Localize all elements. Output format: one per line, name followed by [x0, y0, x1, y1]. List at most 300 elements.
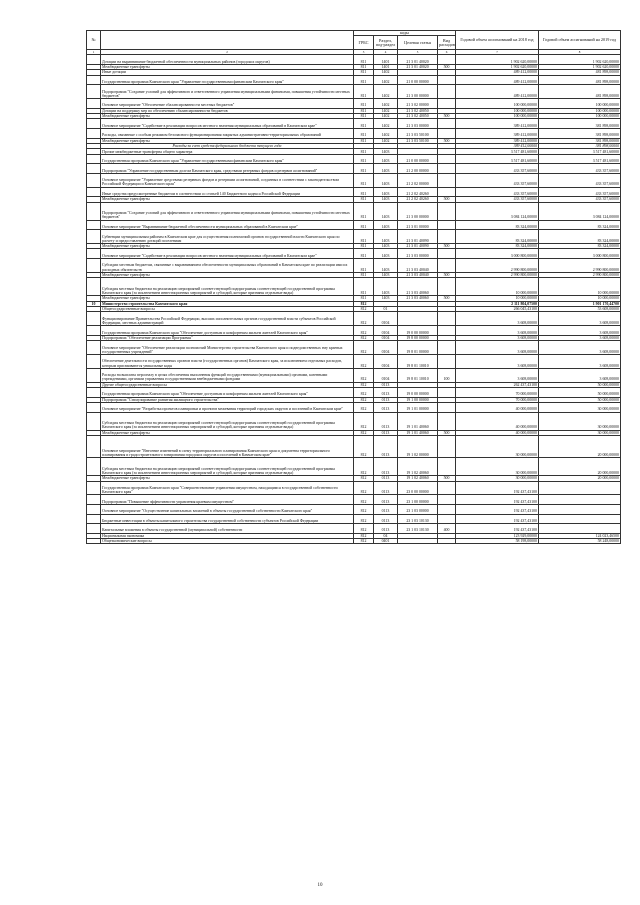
row-razdel-cell: 0104 [374, 312, 398, 326]
row-grbs-cell: 811 [354, 98, 374, 108]
row-vr-cell [438, 75, 456, 85]
row-razdel-cell: 1403 [374, 259, 398, 273]
row-grbs-cell: 811 [354, 55, 374, 65]
row-grbs-cell: 812 [354, 354, 374, 368]
row-2018-cell: 100 000,00000 [456, 98, 539, 108]
row-vr-cell [438, 412, 456, 430]
row-grbs-cell: 812 [354, 504, 374, 514]
row-2018-cell: 3 608,00000 [456, 312, 539, 326]
row-number-cell [87, 402, 101, 412]
row-name-cell: Общеэкономические вопросы [101, 539, 354, 544]
row-2019-cell: 58 248,00000 [539, 539, 621, 544]
row-vr-cell [438, 220, 456, 230]
row-2019-cell: 381 898,00000 [539, 143, 621, 148]
row-grbs-cell: 812 [354, 476, 374, 481]
row-2018-cell: 3 608,00000 [456, 341, 539, 355]
row-csr-cell: 21 3 03 00000 [398, 249, 438, 259]
row-name-cell: Межбюджетные трансферты [101, 64, 354, 69]
row-razdel-cell: 0113 [374, 458, 398, 476]
table-row [87, 202, 621, 220]
row-razdel-cell: 1403 [374, 296, 398, 301]
row-csr-cell: 21 3 03 50100 [398, 128, 438, 138]
row-2019-cell: 3 084 124,00000 [539, 202, 621, 220]
header-num: № [87, 31, 101, 50]
row-grbs-cell: 811 [354, 149, 374, 154]
row-2018-cell: 70 000,00000 [456, 397, 539, 402]
row-2018-cell: 100 000,00000 [456, 113, 539, 118]
row-2018-cell: 1 902 620,00000 [456, 55, 539, 65]
row-grbs-cell: 812 [354, 435, 374, 457]
row-2018-cell: 433 357,60000 [456, 173, 539, 187]
row-2019-cell: 3 517 481,60000 [539, 149, 621, 154]
row-razdel-cell: 1403 [374, 149, 398, 154]
row-name-cell: Государственная программа Камчатского края "Обеспечение доступным и комфортным жильем жителей Камчатского края" [101, 326, 354, 336]
row-name-cell: Другие общегосударственные вопросы [101, 382, 354, 387]
row-2019-cell: 3 608,00000 [539, 354, 621, 368]
row-razdel-cell: 1401 [374, 64, 398, 69]
colnum-cell: 2 [101, 50, 354, 55]
row-name-cell: Основное мероприятие "Управление средствами резервных фондов и резервами ассигнований, созданных в соответствии с законодательством Российской Федерации и Камчатского края" [101, 173, 354, 187]
row-name-cell: Подпрограмма "Обеспечение реализации Программы" [101, 335, 354, 340]
row-grbs-cell: 811 [354, 230, 374, 244]
row-number-cell [87, 354, 101, 368]
row-name-cell: Функционирование Правительства Российской Федерации, высших исполнительных органов государственной власти субъектов Российской Федерации, местных администраций [101, 312, 354, 326]
row-2018-cell: 389 412,00000 [456, 143, 539, 148]
row-2018-cell: 30 000,00000 [456, 435, 539, 457]
row-2018-cell: 3 608,00000 [456, 368, 539, 382]
header-name [101, 31, 354, 50]
row-number-cell [87, 202, 101, 220]
row-grbs-cell: 812 [354, 539, 374, 544]
row-name-cell: Капитальные вложения в объекты государственной (муниципальной) собственности [101, 524, 354, 534]
row-razdel-cell: 0113 [374, 402, 398, 412]
row-name-cell: Субсидия местным бюджетам на реализацию мероприятий соответствующей подпрограммы соответствующей государственной программы Камчатского края (за исключением инвестиционных мероприятий и субсидий, которые признаны отдельные виды) [101, 412, 354, 430]
row-name-cell: Межбюджетные трансферты [101, 272, 354, 277]
row-2019-cell: 3 608,00000 [539, 335, 621, 340]
row-razdel-cell: 0113 [374, 387, 398, 397]
row-2019-cell: 83 324,00000 [539, 244, 621, 249]
row-2019-cell: 30 000,00000 [539, 430, 621, 435]
row-vr-cell [438, 187, 456, 197]
row-number-cell [87, 85, 101, 99]
row-2018-cell: 40 000,00000 [456, 430, 539, 435]
table-row [87, 119, 621, 129]
row-name-cell: Подпрограмма "Создание условий для эффективного и ответственного управления муниципальными финансами, повышения устойчивости местных бюджетов" [101, 202, 354, 220]
row-2019-cell: 53 608,00000 [539, 307, 621, 312]
row-razdel-cell: 0104 [374, 335, 398, 340]
row-2019-cell: 30 000,00000 [539, 402, 621, 412]
row-csr-cell: 23 0 00 00000 [398, 481, 438, 495]
row-name-cell: Подпрограмма "Создание условий для эффективного и ответственного управления муниципальными финансами, повышения устойчивости местных бюджетов" [101, 85, 354, 99]
row-2019-cell [539, 514, 621, 524]
row-2018-cell: 389 412,00000 [456, 128, 539, 138]
table-row [87, 539, 621, 544]
row-name-cell: Основное мероприятие "Осуществление капитальных вложений в объекты государственной собственности Камчатского края" [101, 504, 354, 514]
table-row [87, 514, 621, 524]
row-2019-cell: 381 898,00000 [539, 138, 621, 143]
row-2019-cell: 381 898,00000 [539, 128, 621, 138]
row-grbs-cell: 811 [354, 85, 374, 99]
row-2019-cell: 20 000,00000 [539, 458, 621, 476]
table-row [87, 230, 621, 244]
row-vr-cell: 500 [438, 296, 456, 301]
row-razdel-cell: 1402 [374, 75, 398, 85]
table-row [87, 187, 621, 197]
row-grbs-cell: 812 [354, 368, 374, 382]
row-name-cell: Межбюджетные трансферты [101, 296, 354, 301]
table-row [87, 249, 621, 259]
row-2018-cell: 489 412,00000 [456, 85, 539, 99]
row-name-cell: Основное мероприятие "Содействие в реализации вопросов местного значения муниципальных образований в Камчатском крае" [101, 119, 354, 129]
row-csr-cell: 19 1 01 40060 [398, 412, 438, 430]
row-razdel-cell: 1403 [374, 202, 398, 220]
colnum-cell: 4 [374, 50, 398, 55]
row-vr-cell [438, 119, 456, 129]
row-grbs-cell: 812 [354, 412, 374, 430]
row-2018-cell: 489 412,00000 [456, 70, 539, 75]
row-csr-cell: 21 3 01 40090 [398, 230, 438, 244]
row-csr-cell: 21 2 02 00000 [398, 173, 438, 187]
row-name-cell: Основное мероприятие "Разработка проектов планировки и проектов межевания территорий городских округов и поселений в Камчатском крае" [101, 402, 354, 412]
row-number-cell [87, 187, 101, 197]
table-row [87, 164, 621, 174]
row-razdel-cell: 0113 [374, 430, 398, 435]
row-vr-cell: 500 [438, 138, 456, 143]
row-csr-cell [398, 312, 438, 326]
table-row [87, 458, 621, 476]
table-row [87, 154, 621, 164]
row-csr-cell: 21 3 03 40040 [398, 272, 438, 277]
row-vr-cell [438, 539, 456, 544]
row-2019-cell: 381 898,00000 [539, 119, 621, 129]
colnum-cell: 1 [87, 50, 101, 55]
row-2019-cell: 1 902 620,00000 [539, 55, 621, 65]
row-grbs-cell: 812 [354, 458, 374, 476]
row-name-cell: Основное мероприятие "Содействие в реализации вопросов местного значения муниципальных образований в Камчатском крае" [101, 249, 354, 259]
row-2019-cell: 481 898,00000 [539, 75, 621, 85]
row-razdel-cell: 1403 [374, 220, 398, 230]
row-name-cell: Расходы, связанные с особым режимом безопасного функционирования закрытых административно-территориальных образований [101, 128, 354, 138]
row-number-cell [87, 458, 101, 476]
row-vr-cell [438, 278, 456, 296]
header-grbs: ГРБС [354, 36, 374, 50]
row-2019-cell [539, 524, 621, 534]
row-grbs-cell: 811 [354, 164, 374, 174]
row-razdel-cell: 0113 [374, 435, 398, 457]
row-grbs-cell: 811 [354, 259, 374, 273]
row-csr-cell: 21 3 02 40050 [398, 113, 438, 118]
row-grbs-cell: 811 [354, 173, 374, 187]
row-2018-cell: 3 517 481,60000 [456, 149, 539, 154]
row-grbs-cell: 812 [354, 326, 374, 336]
row-2018-cell: 433 357,60000 [456, 187, 539, 197]
row-2019-cell: 20 000,00000 [539, 476, 621, 481]
table-row [87, 354, 621, 368]
row-name-cell: Дотации на выравнивание бюджетной обеспеченности муниципальных районов (городских округов) [101, 55, 354, 65]
row-razdel-cell: 0104 [374, 341, 398, 355]
table-row [87, 312, 621, 326]
row-name-cell: Иные дотации [101, 70, 354, 75]
row-number-cell [87, 539, 101, 544]
row-razdel-cell: 1403 [374, 244, 398, 249]
table-row [87, 85, 621, 99]
row-csr-cell: 19 0 00 00000 [398, 326, 438, 336]
row-2018-cell: 83 324,00000 [456, 220, 539, 230]
row-razdel-cell: 1402 [374, 70, 398, 75]
row-razdel-cell: 1403 [374, 272, 398, 277]
row-vr-cell [438, 164, 456, 174]
row-name-cell: Расходы за счет средств федерального бюджета текущего года [101, 143, 354, 148]
row-razdel-cell: 1403 [374, 164, 398, 174]
row-number-cell [87, 128, 101, 138]
row-number-cell [87, 481, 101, 495]
row-2019-cell: 3 517 481,60000 [539, 154, 621, 164]
row-grbs-cell: 812 [354, 312, 374, 326]
row-vr-cell: 500 [438, 244, 456, 249]
row-vr-cell: 500 [438, 272, 456, 277]
row-vr-cell [438, 173, 456, 187]
row-razdel-cell: 0113 [374, 481, 398, 495]
table-row [87, 220, 621, 230]
row-2019-cell: 481 898,00000 [539, 70, 621, 75]
row-2018-cell: 2 990 800,00000 [456, 259, 539, 273]
table-row [87, 504, 621, 514]
row-vr-cell [438, 249, 456, 259]
row-vr-cell: 500 [438, 476, 456, 481]
row-csr-cell: 21 2 02 40260 [398, 187, 438, 197]
table-row [87, 75, 621, 85]
header-2019: Годовой объем ассигнований на 2019 год [539, 31, 621, 50]
row-name-cell: Субсидия местным бюджетам на реализацию мероприятий соответствующей подпрограммы соответствующей государственной программы Камчатского края (за исключением инвестиционных мероприятий и субсидий, которые признаны отдельные виды) [101, 458, 354, 476]
row-name-cell: Подпрограмма "Стимулирование развития жилищного строительства" [101, 397, 354, 402]
row-number-cell [87, 368, 101, 382]
row-csr-cell: 21 3 01 40020 [398, 64, 438, 69]
row-vr-cell: 500 [438, 113, 456, 118]
row-razdel-cell: 0113 [374, 495, 398, 505]
row-grbs-cell: 811 [354, 119, 374, 129]
row-vr-cell [438, 326, 456, 336]
row-razdel-cell: 0113 [374, 524, 398, 534]
row-number-cell [87, 514, 101, 524]
row-csr-cell: 21 3 03 50100 [398, 138, 438, 143]
row-vr-cell [438, 387, 456, 397]
row-number-cell [87, 220, 101, 230]
row-grbs-cell: 812 [354, 524, 374, 534]
row-2019-cell: 124 023,46500 [539, 533, 621, 538]
table-row [87, 481, 621, 495]
row-grbs-cell: 812 [354, 387, 374, 397]
row-2019-cell: 83 324,00000 [539, 230, 621, 244]
row-name-cell: Государственная программа Камчатского края "Совершенствование управления имуществом, находящимся в государственной собственности Камчатского края" [101, 481, 354, 495]
row-2018-cell: 83 324,00000 [456, 244, 539, 249]
row-2019-cell: 433 357,60000 [539, 173, 621, 187]
row-csr-cell: 21 3 00 00000 [398, 202, 438, 220]
row-razdel-cell: 01 [374, 307, 398, 312]
row-2019-cell: 10 000,00000 [539, 296, 621, 301]
row-vr-cell [438, 154, 456, 164]
row-razdel-cell: 1402 [374, 108, 398, 113]
row-grbs-cell: 811 [354, 113, 374, 118]
row-name-cell: Межбюджетные трансферты [101, 138, 354, 143]
row-2018-cell: 83 324,00000 [456, 230, 539, 244]
row-vr-cell [438, 312, 456, 326]
colnum-cell: 5 [398, 50, 438, 55]
row-2019-cell: 100 000,00000 [539, 98, 621, 108]
row-csr-cell: 21 2 00 00000 [398, 164, 438, 174]
row-name-cell: Основное мероприятие "Выравнивание бюджетной обеспеченности муниципальных образований в Камчатском крае" [101, 220, 354, 230]
row-grbs-cell: 811 [354, 272, 374, 277]
row-2018-cell: 30 000,00000 [456, 458, 539, 476]
row-2018-cell: 123 929,00000 [456, 533, 539, 538]
table-body [87, 50, 621, 544]
row-vr-cell: 100 [438, 368, 456, 382]
row-name-cell: Министерство строительства Камчатского края [101, 301, 354, 306]
row-razdel-cell: 0113 [374, 382, 398, 387]
row-2018-cell: 192 437,43100 [456, 495, 539, 505]
row-razdel-cell: 0113 [374, 412, 398, 430]
row-razdel-cell: 1403 [374, 278, 398, 296]
row-grbs-cell: 812 [354, 402, 374, 412]
row-vr-cell [438, 259, 456, 273]
row-grbs-cell: 811 [354, 220, 374, 230]
row-2018-cell: 2 111 804,07500 [456, 301, 539, 306]
row-vr-cell [438, 402, 456, 412]
row-2018-cell: 266 045,43100 [456, 307, 539, 312]
row-name-cell: Субсидия местным бюджетам на реализацию мероприятий соответствующей подпрограммы соответствующей государственной программы Камчатского края (за исключением инвестиционных мероприятий и субсидий, которые признаны отдельные виды) [101, 278, 354, 296]
row-grbs-cell: 812 [354, 301, 374, 306]
row-razdel-cell: 1403 [374, 187, 398, 197]
row-grbs-cell: 812 [354, 430, 374, 435]
row-vr-cell [438, 481, 456, 495]
row-vr-cell [438, 230, 456, 244]
row-grbs-cell: 811 [354, 187, 374, 197]
row-2018-cell: 192 437,43100 [456, 504, 539, 514]
row-razdel-cell: 0104 [374, 368, 398, 382]
row-csr-cell: 19 8 01 10010 [398, 354, 438, 368]
row-vr-cell [438, 495, 456, 505]
row-name-cell: Субсидии местным бюджетам, связанные с выравниванием обеспеченности муниципальных образований в Камчатском крае по реализации ими их расходных обязательств [101, 259, 354, 273]
row-2018-cell: 262 437,43100 [456, 382, 539, 387]
row-razdel-cell: 0113 [374, 514, 398, 524]
row-2019-cell: 3 608,00000 [539, 341, 621, 355]
row-razdel-cell: 1402 [374, 85, 398, 99]
row-grbs-cell: 811 [354, 296, 374, 301]
row-name-cell: Прочие межбюджетные трансферты общего характера [101, 149, 354, 154]
row-2019-cell [539, 481, 621, 495]
row-number-cell [87, 412, 101, 430]
row-2019-cell: 100 000,00000 [539, 113, 621, 118]
table-row [87, 98, 621, 108]
row-razdel-cell: 04 [374, 533, 398, 538]
row-number-cell [87, 98, 101, 108]
row-name-cell: Подпрограмма "Повышение эффективности управления краевым имуществом" [101, 495, 354, 505]
row-vr-cell [438, 202, 456, 220]
row-2018-cell: 100 000,00000 [456, 108, 539, 113]
row-name-cell: Межбюджетные трансферты [101, 244, 354, 249]
row-name-cell: Государственная программа Камчатского края "Управление государственными финансами Камчатского края" [101, 154, 354, 164]
row-number-cell [87, 119, 101, 129]
row-name-cell: Межбюджетные трансферты [101, 113, 354, 118]
row-csr-cell: 19 1 01 00000 [398, 402, 438, 412]
row-csr-cell: 23 1 00 00000 [398, 495, 438, 505]
row-number-cell [87, 164, 101, 174]
row-csr-cell: 21 3 03 00000 [398, 119, 438, 129]
row-2018-cell: 30 000,00000 [456, 476, 539, 481]
row-vr-cell [438, 354, 456, 368]
row-name-cell: Основное мероприятие "Внесение изменений в схему территориального планирования Камчатского края и документы территориального планирования и градостроительного зонирования городских округов и поселений в Камчатском крае" [101, 435, 354, 457]
row-grbs-cell: 811 [354, 249, 374, 259]
row-grbs-cell: 812 [354, 533, 374, 538]
row-2018-cell: 10 000,00000 [456, 278, 539, 296]
row-2019-cell: 30 000,00000 [539, 412, 621, 430]
row-name-cell: Основное мероприятие "Обеспечение сбалансированности местных бюджетов" [101, 98, 354, 108]
table-row [87, 341, 621, 355]
row-csr-cell: 21 0 00 00000 [398, 154, 438, 164]
row-2018-cell: 3 084 124,00000 [456, 202, 539, 220]
row-razdel-cell: 1401 [374, 55, 398, 65]
row-name-cell: Государственная программа Камчатского края "Обеспечение доступным и комфортным жильем жителей Камчатского края" [101, 387, 354, 397]
row-csr-cell: 23 1 03 10130 [398, 514, 438, 524]
row-2019-cell: 1 902 620,00000 [539, 64, 621, 69]
row-number-cell: 10 [87, 301, 101, 306]
row-grbs-cell: 811 [354, 75, 374, 85]
budget-table [86, 30, 621, 544]
colnum-cell: 6 [438, 50, 456, 55]
row-csr-cell: 21 3 00 00000 [398, 85, 438, 99]
row-2019-cell: 10 000,00000 [539, 278, 621, 296]
row-2018-cell: 3 517 481,60000 [456, 154, 539, 164]
row-grbs-cell: 811 [354, 138, 374, 143]
row-2018-cell: 1 902 620,00000 [456, 64, 539, 69]
table-row [87, 524, 621, 534]
table-row [87, 495, 621, 505]
row-2018-cell: 3 000 800,00000 [456, 249, 539, 259]
header-2018: Годовой объем ассигнований на 2018 год [456, 31, 539, 50]
row-grbs-cell: 812 [354, 341, 374, 355]
row-2018-cell: 192 437,43100 [456, 524, 539, 534]
row-2019-cell: 1 901 170,44700 [539, 301, 621, 306]
row-number-cell [87, 326, 101, 336]
row-number-cell [87, 230, 101, 244]
row-number-cell [87, 75, 101, 85]
row-name-cell: Дотации на поддержку мер по обеспечению сбалансированности бюджетов [101, 108, 354, 113]
row-2019-cell: 3 608,00000 [539, 326, 621, 336]
row-csr-cell: 19 8 00 00000 [398, 335, 438, 340]
table-row [87, 402, 621, 412]
row-vr-cell: 500 [438, 197, 456, 202]
row-vr-cell [438, 504, 456, 514]
row-vr-cell [438, 98, 456, 108]
row-csr-cell [398, 539, 438, 544]
header-vr: Вид расходов [438, 36, 456, 50]
row-2018-cell: 433 357,60000 [456, 197, 539, 202]
table-row [87, 128, 621, 138]
row-2019-cell: 433 357,60000 [539, 197, 621, 202]
table-row [87, 326, 621, 336]
row-grbs-cell: 812 [354, 382, 374, 387]
row-2019-cell [539, 504, 621, 514]
row-name-cell: Межбюджетные трансферты [101, 430, 354, 435]
table-row [87, 387, 621, 397]
page-number: 10 [317, 883, 323, 888]
row-2018-cell: 70 000,00000 [456, 387, 539, 397]
row-csr-cell: 21 3 03 40040 [398, 259, 438, 273]
row-csr-cell: 19 1 00 00000 [398, 397, 438, 402]
row-grbs-cell: 811 [354, 202, 374, 220]
row-grbs-cell: 811 [354, 64, 374, 69]
row-number-cell [87, 173, 101, 187]
row-number-cell [87, 278, 101, 296]
